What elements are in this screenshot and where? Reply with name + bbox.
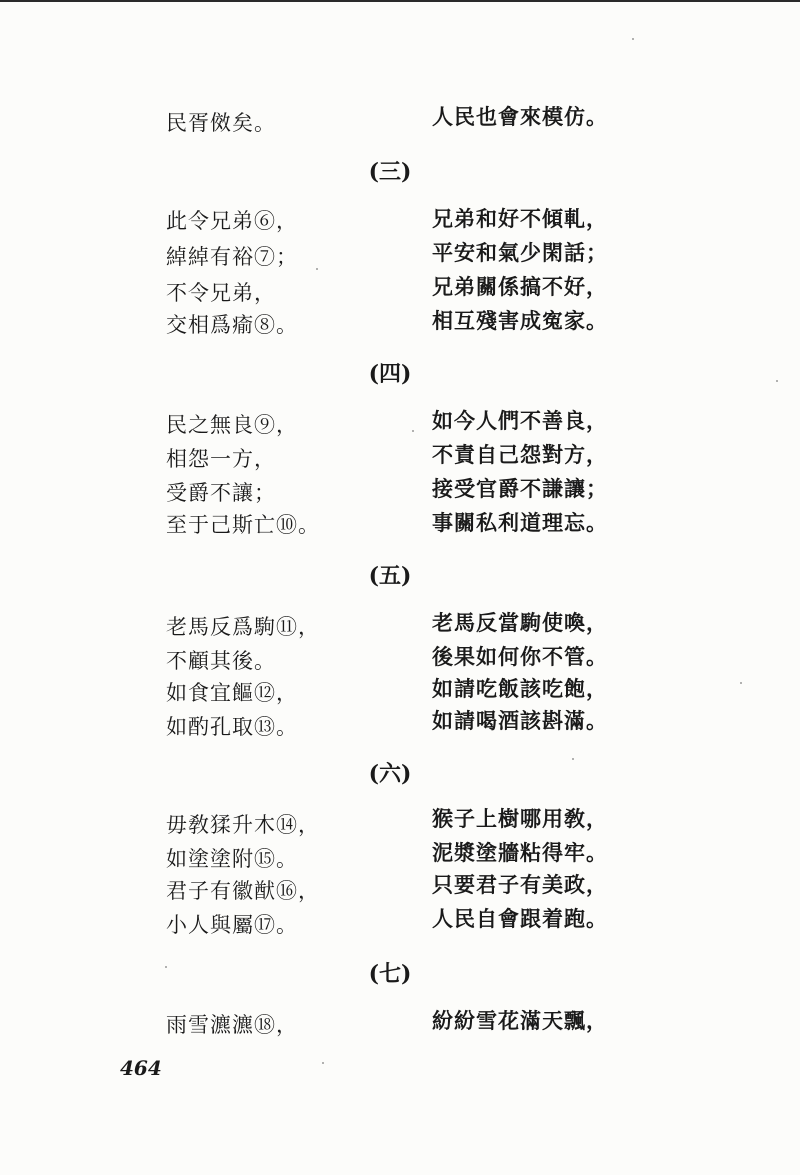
stanza-heading: (三) [368,159,412,185]
original-line: 不顧其後。 [166,649,276,673]
translation-line: 紛紛雪花滿天飄， [432,1008,608,1033]
original-line: 毋敎猱升木⑭， [166,813,320,837]
original-line: 如塗塗附⑮。 [166,847,298,871]
stanza-heading: (七) [368,961,412,987]
translation-line: 事關私利道理忘。 [432,510,608,535]
translation-line: 泥漿塗牆粘得牢。 [432,840,608,865]
translation-line: 老馬反當駒使喚， [432,610,608,635]
scan-speck [316,268,318,270]
translation-line: 只要君子有美政， [432,872,608,897]
translation-line: 後果如何你不管。 [432,644,608,669]
original-line: 交相爲瘉⑧。 [166,313,298,337]
original-line: 雨雪瀌瀌⑱， [166,1013,298,1037]
stanza-heading: (四) [368,361,412,387]
opening-original-line: 民胥傚矣。 [166,111,276,135]
page-number: 464 [120,1056,162,1080]
original-line: 綽綽有裕⑦； [166,245,298,269]
stanza-heading: (六) [368,761,412,787]
translation-line: 不責自己怨對方， [432,442,608,467]
translation-line: 如請喝酒該斟滿。 [432,708,608,733]
original-line: 相怨一方， [166,447,276,471]
original-line: 至于己斯亡⑩。 [166,513,320,537]
translation-line: 接受官爵不謙讓； [432,476,608,501]
translation-line: 如請吃飯該吃飽， [432,676,608,701]
original-line: 如酌孔取⑬。 [166,715,298,739]
scan-speck [740,682,742,684]
scan-speck [572,758,574,760]
original-line: 此令兄弟⑥， [166,209,298,233]
opening-translation-line: 人民也會來模仿。 [432,104,608,129]
translation-line: 相互殘害成寃家。 [432,308,608,333]
scan-speck [776,380,778,382]
original-line: 不令兄弟， [166,281,276,305]
original-line: 受爵不讓； [166,481,276,505]
translation-line: 如今人們不善良， [432,408,608,433]
translation-line: 人民自會跟着跑。 [432,906,608,931]
scan-speck [322,1062,324,1064]
translation-line: 平安和氣少閑話； [432,240,608,265]
original-line: 老馬反爲駒⑪， [166,615,320,639]
translation-line: 兄弟關係搞不好， [432,274,608,299]
scan-speck [632,38,634,40]
original-line: 小人與屬⑰。 [166,913,298,937]
original-line: 民之無良⑨， [166,413,298,437]
translation-line: 兄弟和好不傾軋， [432,206,608,231]
original-line: 如食宜饇⑫， [166,681,298,705]
scan-speck [412,430,414,432]
translation-line: 猴子上樹哪用敎， [432,806,608,831]
stanza-heading: (五) [368,563,412,589]
scan-speck [165,966,167,968]
original-line: 君子有徽猷⑯， [166,879,320,903]
